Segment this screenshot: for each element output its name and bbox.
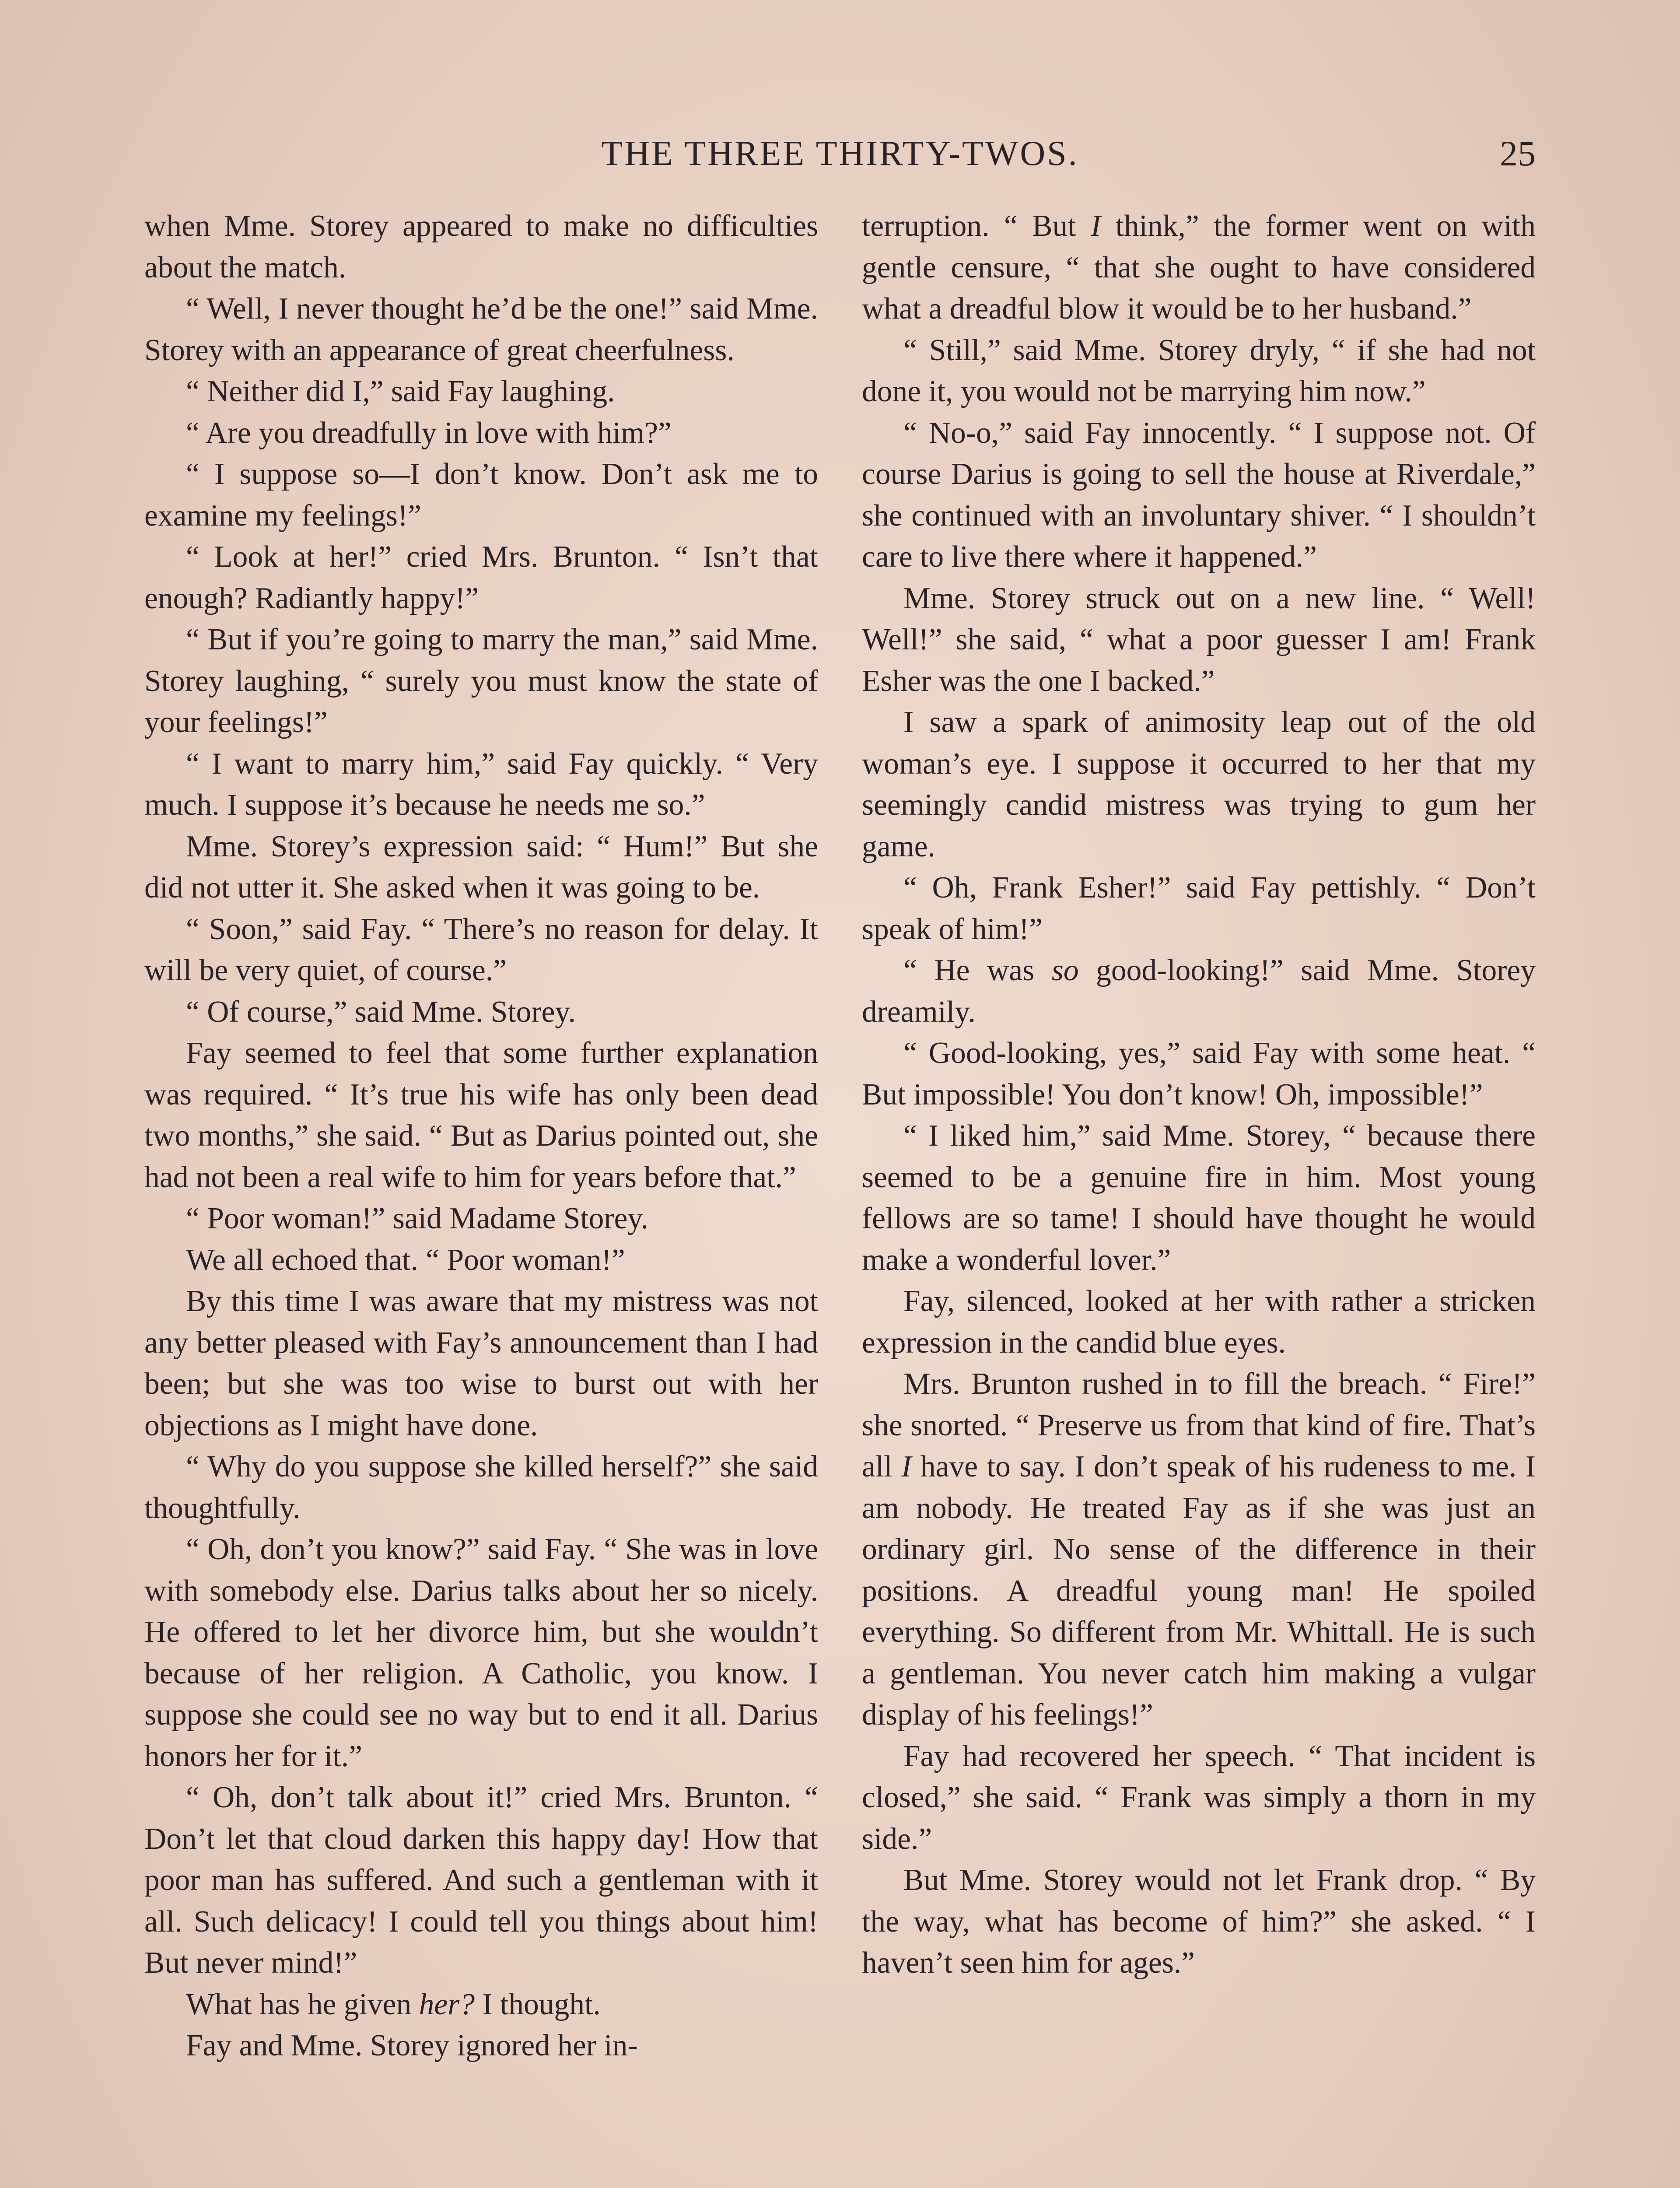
paragraph (862, 1115, 1536, 1281)
italic-emphasis: her? (419, 1987, 475, 2021)
paragraph (862, 206, 1536, 330)
paragraph-text: “ No-o,” said Fay innocently. “ I suppose not. Of course Darius is going to sell the house at Riverdale,” she continued with an involuntary shiver. “ I shouldn’t care to live there where it happened.” (862, 416, 1536, 574)
paragraph-text: Mme. Storey’s expression said: “ Hum!” But she did not utter it. She asked when it was going to be. (144, 829, 818, 905)
page-number: 25 (1500, 133, 1536, 173)
paragraph-text: “ Oh, Frank Esher!” said Fay pettishly. “ Don’t speak of him!” (862, 871, 1536, 946)
paragraph-text: Fay and Mme. Storey ignored her in- (186, 2029, 638, 2062)
paragraph-text: “ Still,” said Mme. Storey dryly, “ if she had not done it, you would not be marrying him now.” (862, 333, 1536, 408)
paragraph-text: Mme. Storey struck out on a new line. “ Well! Well!” she said, “ what a poor guesser I am! Frank Esher was the one I backed.” (862, 581, 1536, 698)
paragraph (862, 1033, 1536, 1115)
paragraph-text: What has he given (186, 1987, 419, 2021)
paragraph-text: “ Of course,” said Mme. Storey. (186, 995, 576, 1029)
paragraph (862, 1736, 1536, 1860)
paragraph-text: But Mme. Storey would not let Frank drop. “ By the way, what has become of him?” she asked. “ I haven’t seen him for ages.” (862, 1863, 1536, 1980)
paragraph-text: think,” the former went on with gentle censure, “ that she ought to have considered what a dreadful blow it would be to her husband.” (862, 209, 1536, 326)
right-text-column (862, 206, 1536, 1984)
paragraph-text: “ Good-looking, yes,” said Fay with some heat. “ But impossible! You don’t know! Oh, impossible!” (862, 1036, 1536, 1112)
paragraph (144, 371, 818, 413)
paragraph (144, 1529, 818, 1777)
paragraph (862, 413, 1536, 578)
italic-emphasis: so (1051, 954, 1079, 987)
paragraph (144, 1033, 818, 1198)
italic-emphasis: I (1091, 209, 1101, 243)
paragraph-text: Fay seemed to feel that some further explanation was required. “ It’s true his wife has only been dead two months,” she said. “ But as Darius pointed out, she had not been a real wife to him for years before that.” (144, 1036, 818, 1194)
paragraph-text: I saw a spark of animosity leap out of the old woman’s eye. I suppose it occurred to her that my seemingly candid mistress was trying to gum her game. (862, 705, 1536, 863)
paragraph (144, 619, 818, 743)
paragraph-text: Fay, silenced, looked at her with rather a stricken expression in the candid blue eyes. (862, 1284, 1536, 1360)
paragraph (144, 2025, 818, 2067)
paragraph-text: Mrs. Brunton rushed in to fill the breach. “ Fire!” she snorted. “ Preserve us from that kind of fire. That’s all (862, 1367, 1536, 1483)
paragraph-text: have to say. I don’t speak of his rudeness to me. I am nobody. He treated Fay as if she was just an ordinary girl. No sense of the difference in their positions. A dreadful young man! He spoiled everything. So different from Mr. Whittall. He is such a gentleman. You never catch him making a vulgar display of his feelings!” (862, 1450, 1536, 1732)
paragraph-text: “ Oh, don’t talk about it!” cried Mrs. Brunton. “ Don’t let that cloud darken this happy day! How that poor man has suffered. And such a gentleman with it all. Such delicacy! I could tell you things about him! But never mind!” (144, 1781, 818, 1980)
paragraph-text: terruption. “ But (862, 209, 1091, 243)
paragraph (862, 578, 1536, 702)
paragraph (862, 950, 1536, 1033)
paragraph-text: “ I liked him,” said Mme. Storey, “ because there seemed to be a genuine fire in him. Most young fellows are so tame! I should have thought he would make a wonderful lover.” (862, 1119, 1536, 1277)
paragraph (862, 702, 1536, 867)
paragraph (144, 454, 818, 536)
paragraph (144, 413, 818, 454)
paragraph-text: “ I want to marry him,” said Fay quickly. “ Very much. I suppose it’s because he needs me so.” (144, 747, 818, 822)
paragraph-text: “ Poor woman!” said Madame Storey. (186, 1202, 649, 1235)
paragraph-text: “ He was (903, 954, 1052, 987)
paragraph (144, 1240, 818, 1281)
paragraph (144, 909, 818, 992)
italic-emphasis: I (901, 1450, 912, 1483)
paragraph (862, 1860, 1536, 1984)
paragraph (144, 992, 818, 1033)
left-text-column (144, 206, 818, 2067)
paragraph (144, 206, 818, 288)
paragraph (144, 1198, 818, 1240)
paragraph (144, 536, 818, 619)
paragraph-text: “ Look at her!” cried Mrs. Brunton. “ Isn’t that enough? Radiantly happy!” (144, 540, 818, 615)
paragraph-text: “ Why do you suppose she killed herself?” she said thoughtfully. (144, 1450, 818, 1525)
paragraph-text: “ Well, I never thought he’d be the one!” said Mme. Storey with an appearance of great cheerfulness. (144, 292, 818, 367)
paragraph (862, 1281, 1536, 1364)
paragraph (144, 1777, 818, 1984)
paragraph (144, 1984, 818, 2026)
paragraph (862, 330, 1536, 413)
paragraph-text: “ I suppose so—I don’t know. Don’t ask me to examine my feelings!” (144, 457, 818, 533)
paragraph (144, 1446, 818, 1529)
paragraph-text: By this time I was aware that my mistress was not any better pleased with Fay’s announcement than I had been; but she was too wise to burst out with her objections as I might have done. (144, 1284, 818, 1442)
paragraph-text: Fay had recovered her speech. “ That incident is closed,” she said. “ Frank was simply a thorn in my side.” (862, 1739, 1536, 1856)
paragraph-text: I thought. (475, 1987, 601, 2021)
running-title: THE THREE THIRTY-TWOS. (601, 134, 1079, 173)
paragraph-text: good-looking!” said Mme. Storey dreamily. (862, 954, 1536, 1029)
paragraph-text: “ Soon,” said Fay. “ There’s no reason for delay. It will be very quiet, of course.” (144, 912, 818, 987)
paragraph-text: We all echoed that. “ Poor woman!” (186, 1243, 625, 1277)
paragraph-text: “ But if you’re going to marry the man,” said Mme. Storey laughing, “ surely you must know the state of your feelings!” (144, 623, 818, 739)
paragraph-text: “ Neither did I,” said Fay laughing. (186, 375, 615, 408)
paragraph (144, 743, 818, 826)
paragraph (144, 1281, 818, 1446)
paragraph (144, 288, 818, 371)
paragraph (144, 826, 818, 909)
paragraph (862, 1364, 1536, 1736)
paragraph-text: “ Oh, don’t you know?” said Fay. “ She was in love with somebody else. Darius talks about her so nicely. He offered to let her divorce him, but she wouldn’t because of her religion. A Catholic, you know. I suppose she could see no way but to end it all. Darius honors her for it.” (144, 1532, 818, 1773)
paragraph (862, 867, 1536, 950)
paragraph-text: “ Are you dreadfully in love with him?” (186, 416, 672, 450)
page-header (144, 130, 1536, 178)
paragraph-text: when Mme. Storey appeared to make no difficulties about the match. (144, 209, 818, 284)
